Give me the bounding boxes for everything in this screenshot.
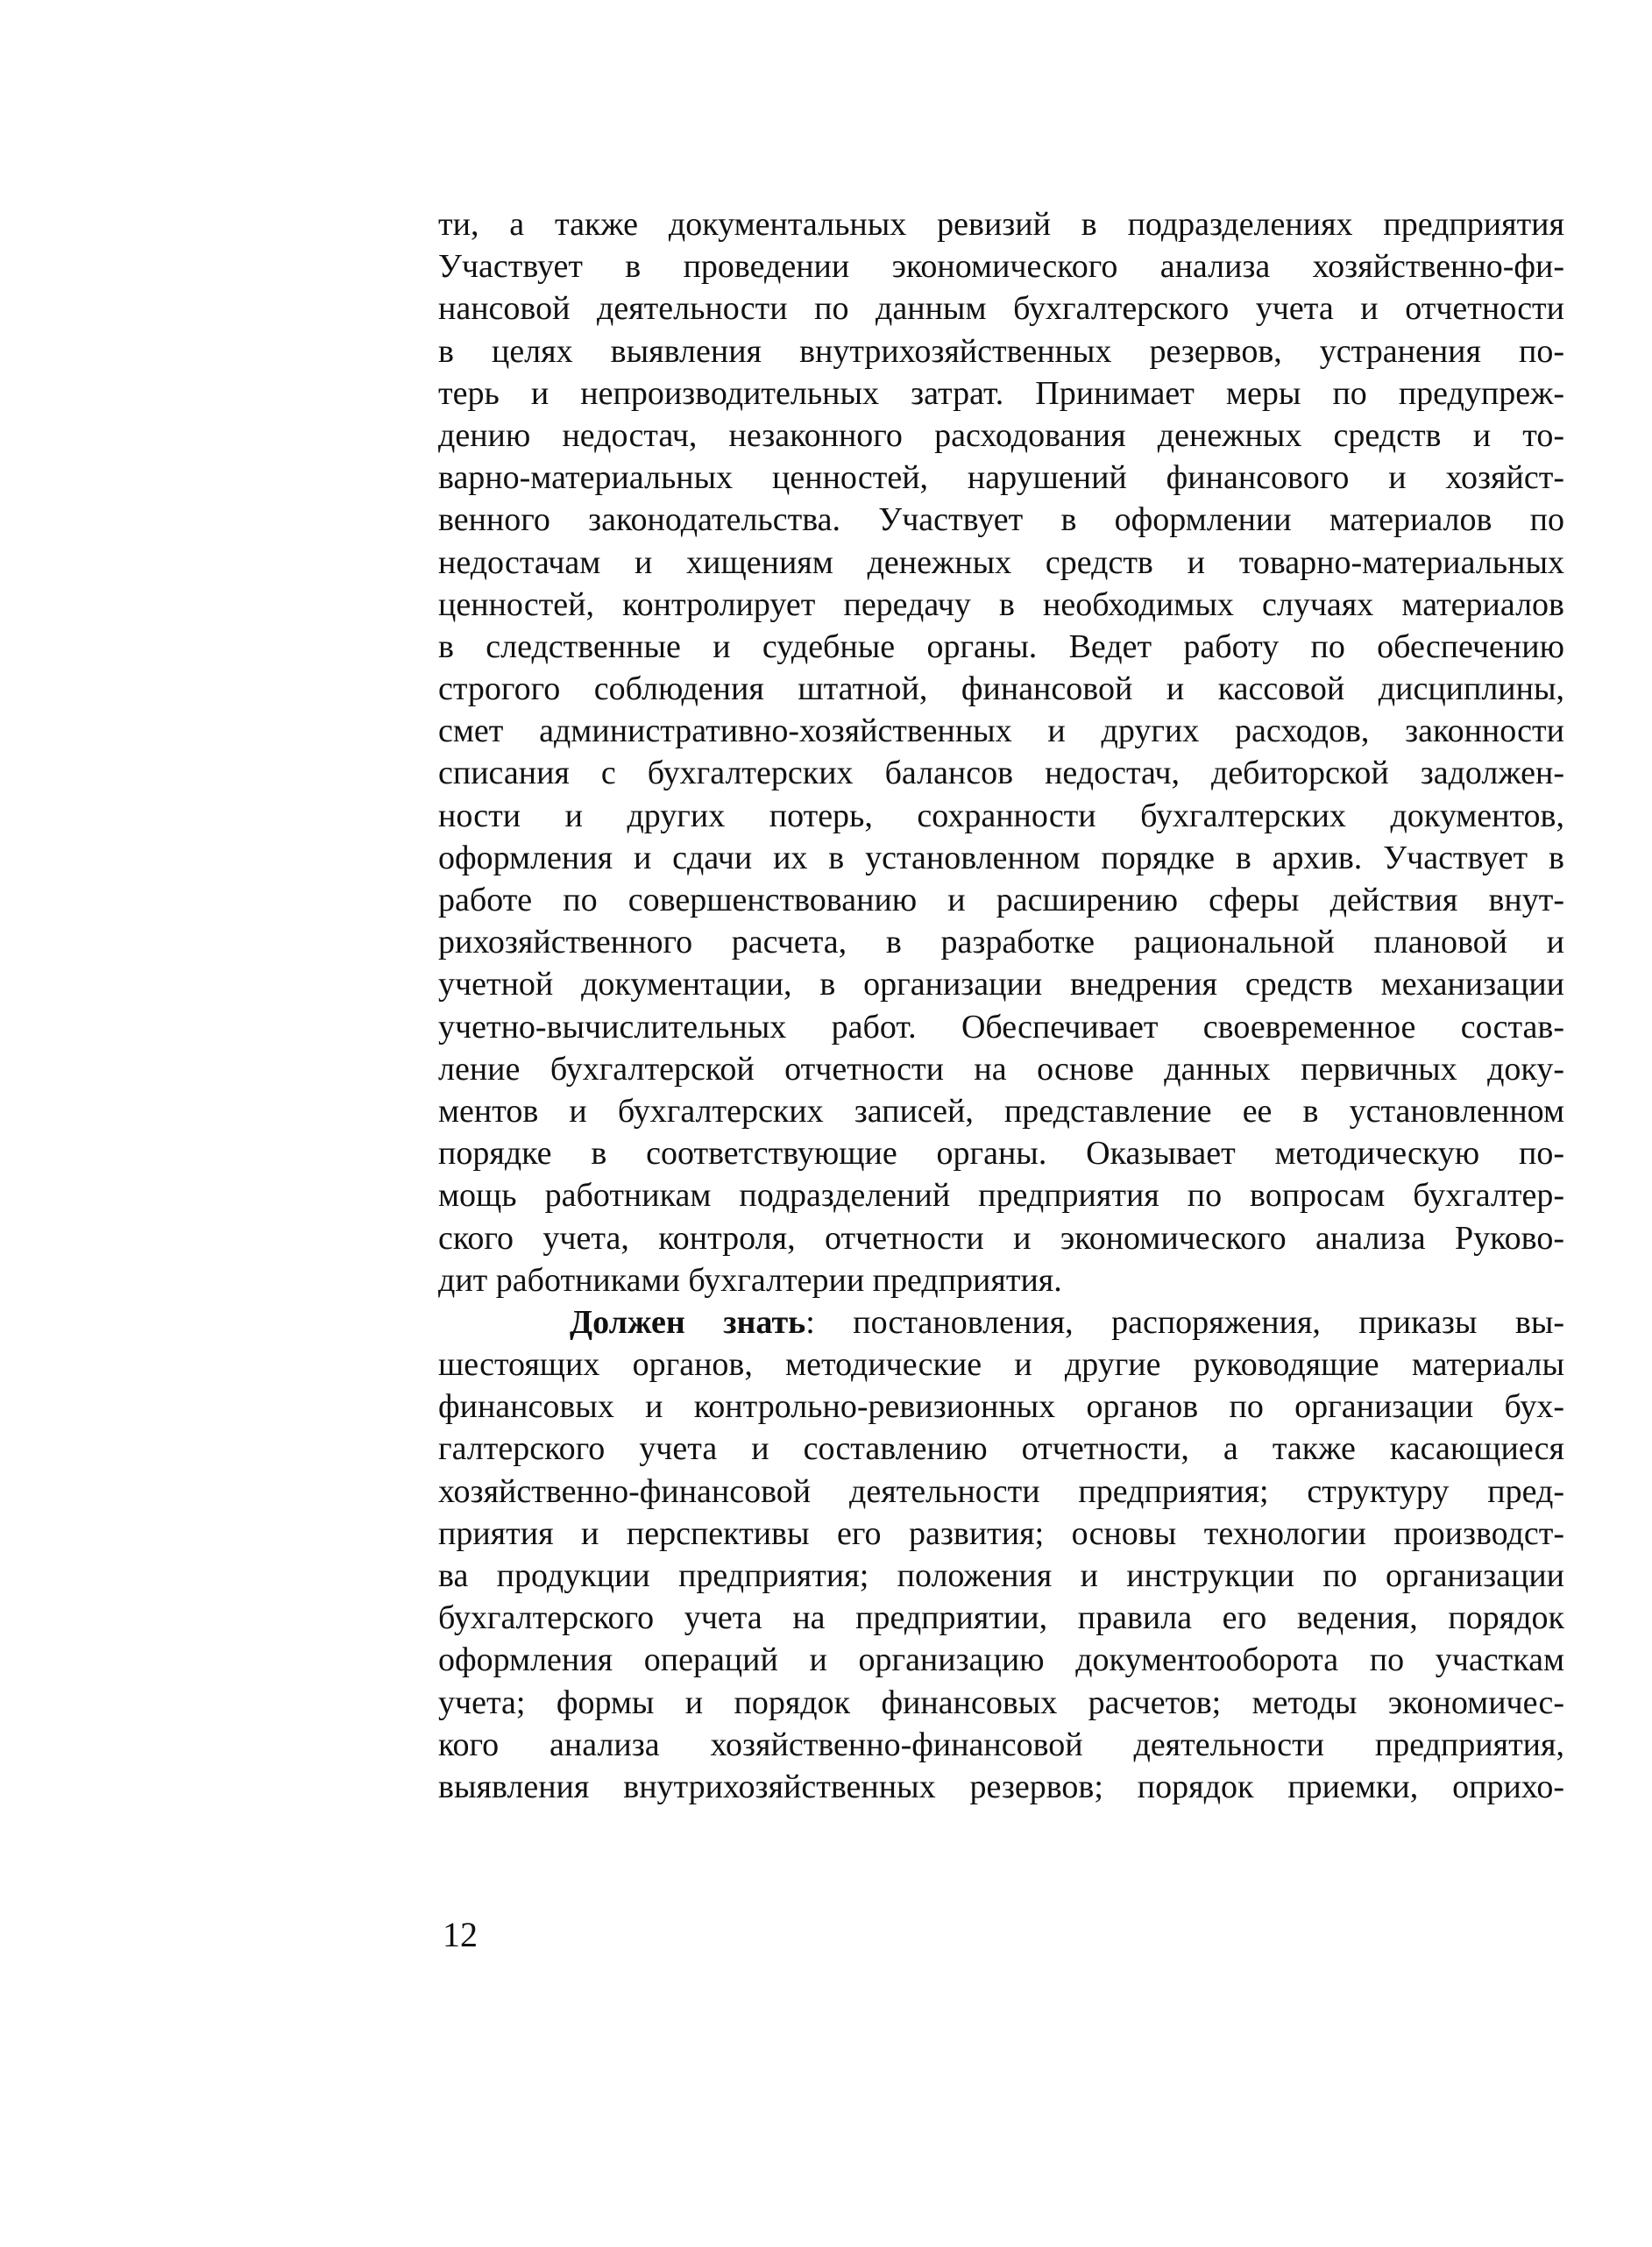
- heading-continuation: : постановления, распоряжения, приказы вы-: [805, 1303, 1565, 1341]
- text-line: варно-материальных ценностей, нарушений финансового и хозяйст-: [438, 459, 1564, 497]
- text-line: ва продукции предприятия; положения и инструкции по организации: [438, 1557, 1564, 1594]
- text-line: мощь работникам подразделений предприятия по вопросам бухгалтер-: [438, 1177, 1564, 1215]
- text-line: ности и других потерь, сохранности бухгалтерских документов,: [438, 797, 1564, 834]
- text-line: хозяйственно-финансовой деятельности предприятия; структуру пред-: [438, 1472, 1564, 1510]
- text-line: [438, 1301, 1564, 1343]
- text-line: работе по совершенствованию и расширению сферы действия внут-: [438, 882, 1564, 918]
- text-line: шестоящих органов, методические и другие руководящие материалы: [438, 1346, 1564, 1384]
- text-line: в следственные и судебные органы. Ведет работу по обеспечению: [438, 627, 1564, 665]
- text-line: ценностей, контролирует передачу в необходимых случаях материалов: [438, 585, 1564, 623]
- text-line: учета; формы и порядок финансовых расчетов; методы экономичес-: [438, 1683, 1564, 1721]
- section-heading: Должен знать: [570, 1303, 806, 1341]
- body-text: [438, 203, 1564, 1808]
- paragraph-must-know: [438, 1301, 1564, 1808]
- text-line: нансовой деятельности по данным бухгалтерского учета и отчетности: [438, 290, 1564, 328]
- text-line: порядке в соответствующие органы. Оказывает методическую по-: [438, 1135, 1564, 1173]
- text-line: ментов и бухгалтерских записей, представление ее в установленном: [438, 1092, 1564, 1130]
- page-number: 12: [443, 1915, 478, 1954]
- text-line: оформления операций и организацию документооборота по участкам: [438, 1641, 1564, 1679]
- text-line: смет административно-хозяйственных и других расходов, законности: [438, 712, 1564, 750]
- text-line: дению недостач, незаконного расходования денежных средств и то-: [438, 416, 1564, 454]
- text-line: венного законодательства. Участвует в оформлении материалов по: [438, 501, 1564, 539]
- text-line: кого анализа хозяйственно-финансовой деятельности предприятия,: [438, 1726, 1564, 1763]
- text-line: ление бухгалтерской отчетности на основе данных первичных доку-: [438, 1050, 1564, 1088]
- text-line: терь и непроизводительных затрат. Принимает меры по предупреж-: [438, 374, 1564, 412]
- text-line: списания с бухгалтерских балансов недостач, дебиторской задолжен-: [438, 755, 1564, 792]
- text-line: бухгалтерского учета на предприятии, правила его ведения, порядок: [438, 1599, 1564, 1637]
- text-line: ти, а также документальных ревизий в подразделениях предприятия: [438, 206, 1564, 243]
- text-line: ского учета, контроля, отчетности и экономического анализа Руково-: [438, 1219, 1564, 1257]
- text-line: в целях выявления внутрихозяйственных резервов, устранения по-: [438, 332, 1564, 370]
- text-line: оформления и сдачи их в установленном порядке в архив. Участвует в: [438, 839, 1564, 876]
- text-line: Участвует в проведении экономического анализа хозяйственно-фи-: [438, 248, 1564, 286]
- text-line: выявления внутрихозяйственных резервов; порядок приемки, оприхо-: [438, 1768, 1564, 1805]
- text-line: дит работниками бухгалтерии предприятия.: [438, 1261, 1062, 1299]
- text-line: приятия и перспективы его развития; основы технологии производст-: [438, 1514, 1564, 1552]
- paragraph-duties: [438, 203, 1564, 1301]
- text-line: учетной документации, в организации внедрения средств механизации: [438, 966, 1564, 1003]
- text-line: недостачам и хищениям денежных средств и товарно-материальных: [438, 543, 1564, 581]
- text-line: галтерского учета и составлению отчетности, а также касающиеся: [438, 1430, 1564, 1468]
- text-line: строгого соблюдения штатной, финансовой и кассовой дисциплины,: [438, 670, 1564, 708]
- text-line: учетно-вычислительных работ. Обеспечивает своевременное состав-: [438, 1008, 1564, 1046]
- text-line: финансовых и контрольно-ревизионных органов по организации бух-: [438, 1388, 1564, 1426]
- text-line: рихозяйственного расчета, в разработке рациональной плановой и: [438, 924, 1564, 961]
